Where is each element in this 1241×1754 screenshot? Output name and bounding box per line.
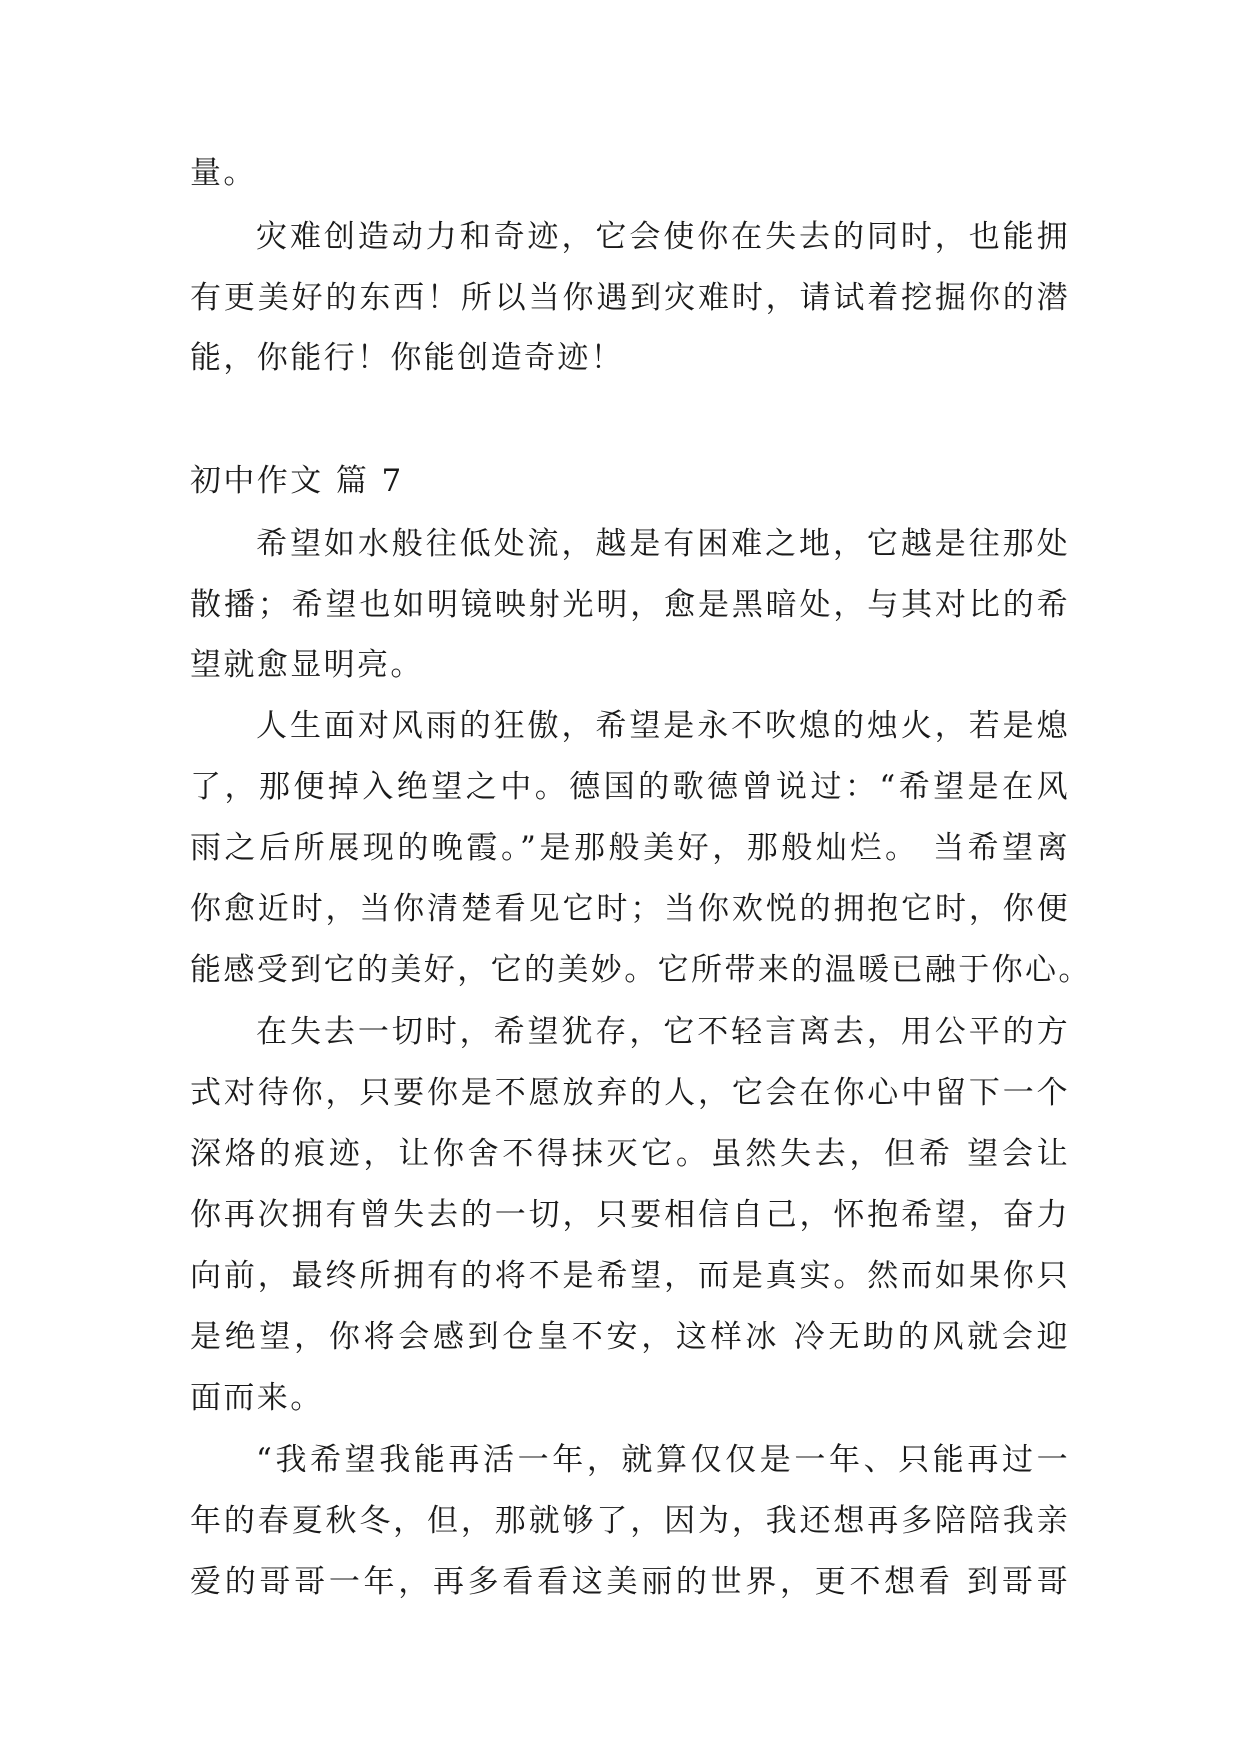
- paragraph-line: 年的春夏秋冬，但，那就够了，因为，我还想再多陪陪我亲: [190, 1503, 1070, 1539]
- paragraph-line: 量。: [190, 155, 257, 191]
- paragraph-line: 了，那便掉入绝望之中。德国的歌德曾说过：“希望是在风: [190, 769, 1070, 805]
- paragraph-line: 灾难创造动力和奇迹，它会使你在失去的同时，也能拥: [256, 219, 1070, 255]
- paragraph-line: 面而来。: [190, 1380, 324, 1416]
- paragraph-line: 深烙的痕迹，让你舍不得抹灭它。虽然失去，但希 望会让: [190, 1136, 1070, 1172]
- paragraph-line: 人生面对风雨的狂傲，希望是永不吹熄的烛火，若是熄: [256, 708, 1070, 744]
- paragraph-line: 爱的哥哥一年，再多看看这美丽的世界，更不想看 到哥哥: [190, 1564, 1070, 1600]
- paragraph-line: 雨之后所展现的晚霞。”是那般美好，那般灿烂。 当希望离: [190, 830, 1070, 866]
- paragraph-line: 向前，最终所拥有的将不是希望，而是真实。然而如果你只: [190, 1258, 1070, 1294]
- paragraph-line: 有更美好的东西！所以当你遇到灾难时，请试着挖掘你的潜: [190, 280, 1070, 316]
- paragraph-line: 你再次拥有曾失去的一切，只要相信自己，怀抱希望，奋力: [190, 1197, 1070, 1233]
- paragraph-line: 在失去一切时，希望犹存，它不轻言离去，用公平的方: [256, 1014, 1070, 1050]
- paragraph-line: 希望如水般往低处流，越是有困难之地，它越是往那处: [256, 526, 1070, 562]
- paragraph-line: 能，你能行！你能创造奇迹！: [190, 340, 625, 376]
- section-heading: 初中作文 篇 7: [190, 463, 404, 499]
- paragraph-line: “我希望我能再活一年，就算仅仅是一年、只能再过一: [256, 1442, 1070, 1478]
- paragraph-line: 式对待你，只要你是不愿放弃的人，它会在你心中留下一个: [190, 1075, 1070, 1111]
- paragraph-line: 是绝望，你将会感到仓皇不安，这样冰 冷无助的风就会迎: [190, 1319, 1070, 1355]
- paragraph-line: 散播；希望也如明镜映射光明，愈是黑暗处，与其对比的希: [190, 587, 1070, 623]
- paragraph-line: 望就愈显明亮。: [190, 647, 424, 683]
- paragraph-line: 能感受到它的美好，它的美妙。它所带来的温暖已融于你心。: [190, 952, 1092, 988]
- paragraph-line: 你愈近时，当你清楚看见它时；当你欢悦的拥抱它时，你便: [190, 891, 1070, 927]
